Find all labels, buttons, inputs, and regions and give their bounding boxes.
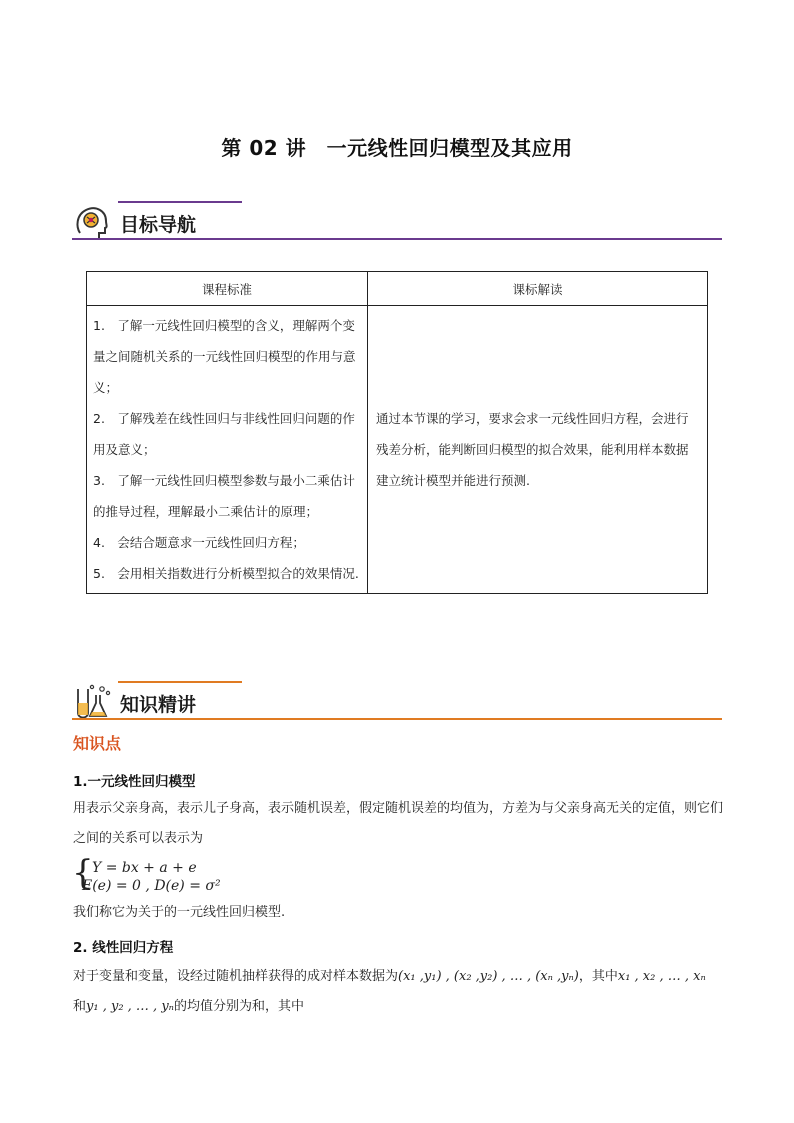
sample-pairs: (x₁ ,y₁) , (x₂ ,y₂) , … , (xₙ ,yₙ) xyxy=(398,969,579,984)
interpretation-cell: 通过本节课的学习，要求会求一元线性回归方程，会进行残差分析，能判断回归模型的拟合效果，能利用样本数据建立统计模型并能进行预测. xyxy=(368,306,708,594)
section-header-knowledge xyxy=(72,681,722,723)
formula-line: Y = bx + a + e xyxy=(92,860,197,876)
table-row xyxy=(87,306,708,594)
list-item: 3. 了解一元线性回归模型参数与最小二乘估计的推导过程，理解最小二乘估计的原理； xyxy=(93,473,355,519)
subsection-heading: 2. 线性回归方程 xyxy=(73,940,174,956)
standards-cell xyxy=(87,306,368,594)
y-values: y₁ , y₂ , … , yₙ xyxy=(86,999,174,1014)
section-label-goal: 目标导航 xyxy=(120,214,197,236)
knowledge-point-heading: 知识点 xyxy=(73,734,122,753)
page-title: 第 02 讲 一元线性回归模型及其应用 xyxy=(221,136,573,160)
paragraph xyxy=(73,962,725,1022)
section-header-goal xyxy=(72,201,722,243)
header-bottom-rule xyxy=(72,718,722,720)
x-values: x₁ , x₂ , … , xₙ xyxy=(617,969,706,984)
section-label-knowledge: 知识精讲 xyxy=(120,694,197,716)
table-header: 课标解读 xyxy=(368,272,708,306)
header-bottom-rule xyxy=(72,238,722,240)
list-item: 1. 了解一元线性回归模型的含义，理解两个变量之间随机关系的一元线性回归模型的作用与意义； xyxy=(93,318,356,395)
list-item: 2. 了解残差在线性回归与非线性回归问题的作用及意义； xyxy=(93,411,355,457)
table-header-row xyxy=(87,272,708,306)
flask-icon xyxy=(72,683,112,721)
head-brain-icon xyxy=(72,203,112,241)
list-item: 4. 会结合题意求一元线性回归方程； xyxy=(93,535,305,550)
paragraph: 用表示父亲身高，表示儿子身高，表示随机误差，假定随机误差的均值为，方差为与父亲身高无关的定值，则它们之间的关系可以表示为 xyxy=(73,801,724,846)
header-top-rule xyxy=(118,681,242,683)
text-run: ，其中 xyxy=(578,969,618,984)
text-run: 对于变量和变量，设经过随机抽样获得的成对样本数据为 xyxy=(73,969,399,984)
paragraph: 我们称它为关于的一元线性回归模型. xyxy=(73,905,286,920)
table-header: 课程标准 xyxy=(87,272,368,306)
text-run: 的均值分别为和，其中 xyxy=(173,999,304,1014)
subsection-heading: 1.一元线性回归模型 xyxy=(73,774,196,790)
curriculum-table xyxy=(86,271,708,594)
header-top-rule xyxy=(118,201,242,203)
text-run: 和 xyxy=(73,999,87,1014)
list-item: 5. 会用相关指数进行分析模型拟合的效果情况. xyxy=(93,566,359,581)
formula-line: E(e) = 0 , D(e) = σ² xyxy=(82,878,221,894)
